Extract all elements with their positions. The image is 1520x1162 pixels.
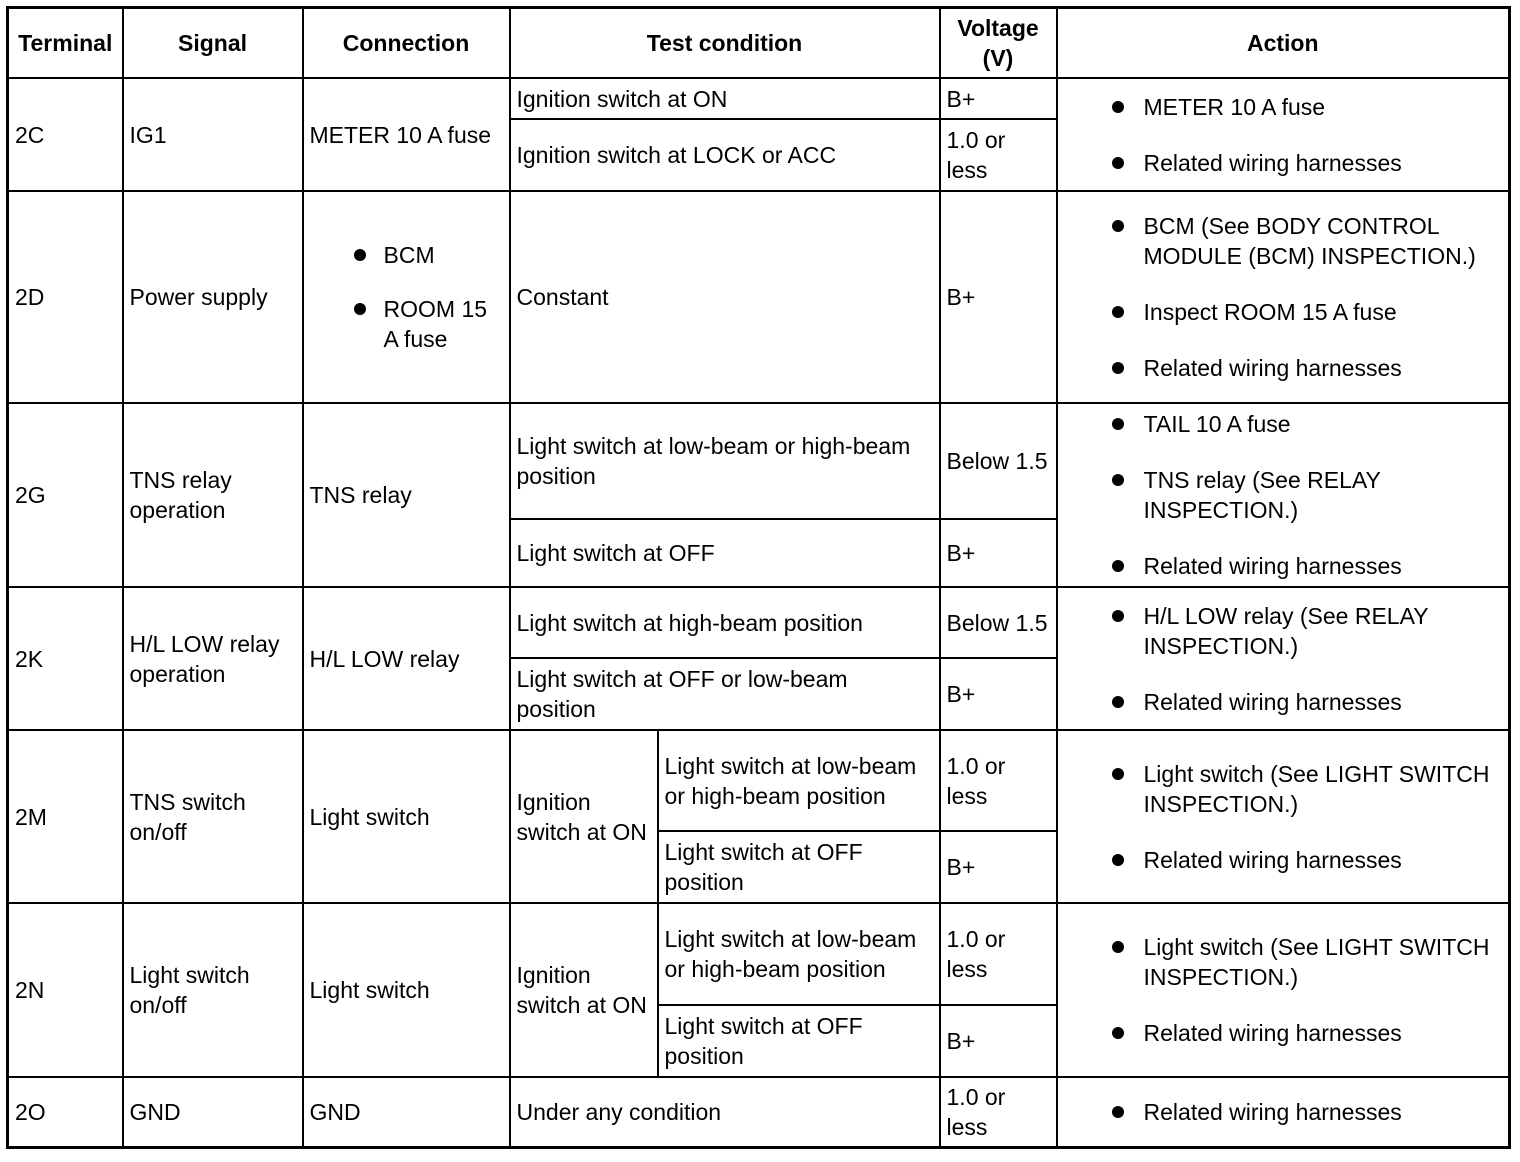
action-item: Related wiring harnesses [1064,148,1503,178]
voltage-cell: B+ [940,519,1057,587]
voltage-cell: B+ [940,1005,1057,1077]
action-list [1064,211,1503,383]
voltage-cell: 1.0 or less [940,730,1057,831]
action-item: BCM (See BODY CONTROL MODULE (BCM) INSPECTION.) [1064,211,1503,271]
action-item: Related wiring harnesses [1064,687,1503,717]
test-condition-main-cell: Ignition switch at ON [510,730,658,903]
table-row [8,587,1510,658]
voltage-cell: B+ [940,191,1057,403]
voltage-cell: 1.0 or less [940,903,1057,1005]
voltage-cell: 1.0 or less [940,1077,1057,1147]
header-connection: Connection [303,8,510,79]
test-condition-cell: Light switch at OFF position [658,831,940,903]
action-cell [1057,1077,1510,1147]
action-item: Related wiring harnesses [1064,1018,1503,1048]
test-condition-cell: Light switch at high-beam position [510,587,940,658]
signal-cell: TNS relay operation [123,403,303,587]
table-row [8,730,1510,831]
header-terminal: Terminal [8,8,123,79]
connection-cell: Light switch [303,903,510,1077]
header-test-condition: Test condition [510,8,940,79]
voltage-cell: 1.0 or less [940,119,1057,191]
terminal-cell: 2N [8,903,123,1077]
connection-cell: GND [303,1077,510,1147]
action-list [1064,92,1503,178]
signal-cell: Power supply [123,191,303,403]
terminal-cell: 2O [8,1077,123,1147]
table-row [8,403,1510,519]
connection-cell: TNS relay [303,403,510,587]
terminal-inspection-table [6,6,1511,1149]
connection-cell [303,191,510,403]
action-item: Light switch (See LIGHT SWITCH INSPECTION.) [1064,759,1503,819]
action-item: Light switch (See LIGHT SWITCH INSPECTION.) [1064,932,1503,992]
connection-cell: H/L LOW relay [303,587,510,730]
test-condition-cell: Light switch at low-beam or high-beam position [658,730,940,831]
voltage-cell: B+ [940,831,1057,903]
signal-cell: IG1 [123,78,303,191]
signal-cell: H/L LOW relay operation [123,587,303,730]
voltage-cell: B+ [940,78,1057,119]
table-row [8,1077,1510,1147]
signal-cell: GND [123,1077,303,1147]
action-item: METER 10 A fuse [1064,92,1503,122]
action-list [1064,601,1503,717]
action-cell [1057,587,1510,730]
action-item: H/L LOW relay (See RELAY INSPECTION.) [1064,601,1503,661]
header-signal: Signal [123,8,303,79]
action-list [1064,932,1503,1048]
test-condition-cell: Light switch at OFF position [658,1005,940,1077]
test-condition-cell: Ignition switch at LOCK or ACC [510,119,940,191]
table-row [8,903,1510,1005]
signal-cell: TNS switch on/off [123,730,303,903]
header-row [8,8,1510,79]
action-cell [1057,403,1510,587]
action-item: TAIL 10 A fuse [1064,409,1503,439]
table-row [8,78,1510,119]
voltage-cell: B+ [940,658,1057,730]
terminal-cell: 2G [8,403,123,587]
action-item: Related wiring harnesses [1064,1097,1503,1127]
voltage-cell: Below 1.5 [940,403,1057,519]
action-cell [1057,903,1510,1077]
action-item: Related wiring harnesses [1064,353,1503,383]
terminal-cell: 2M [8,730,123,903]
action-cell [1057,78,1510,191]
action-item: Related wiring harnesses [1064,845,1503,875]
header-voltage: Voltage (V) [940,8,1057,79]
action-cell [1057,191,1510,403]
action-list [1064,409,1503,581]
connection-cell: Light switch [303,730,510,903]
table-row [8,191,1510,403]
terminal-cell: 2D [8,191,123,403]
test-condition-cell: Light switch at low-beam or high-beam position [510,403,940,519]
test-condition-cell: Under any condition [510,1077,940,1147]
connection-item: ROOM 15 A fuse [310,294,503,354]
connection-list [310,240,503,354]
signal-cell: Light switch on/off [123,903,303,1077]
action-list [1064,1097,1503,1127]
action-cell [1057,730,1510,903]
test-condition-cell: Ignition switch at ON [510,78,940,119]
action-item: Inspect ROOM 15 A fuse [1064,297,1503,327]
test-condition-cell: Light switch at OFF or low-beam position [510,658,940,730]
test-condition-cell: Light switch at low-beam or high-beam position [658,903,940,1005]
test-condition-cell: Light switch at OFF [510,519,940,587]
connection-cell: METER 10 A fuse [303,78,510,191]
voltage-cell: Below 1.5 [940,587,1057,658]
header-action: Action [1057,8,1510,79]
action-item: Related wiring harnesses [1064,551,1503,581]
terminal-cell: 2C [8,78,123,191]
test-condition-main-cell: Ignition switch at ON [510,903,658,1077]
action-item: TNS relay (See RELAY INSPECTION.) [1064,465,1503,525]
page [6,6,1511,1149]
connection-item: BCM [310,240,503,270]
terminal-cell: 2K [8,587,123,730]
test-condition-cell: Constant [510,191,940,403]
action-list [1064,759,1503,875]
